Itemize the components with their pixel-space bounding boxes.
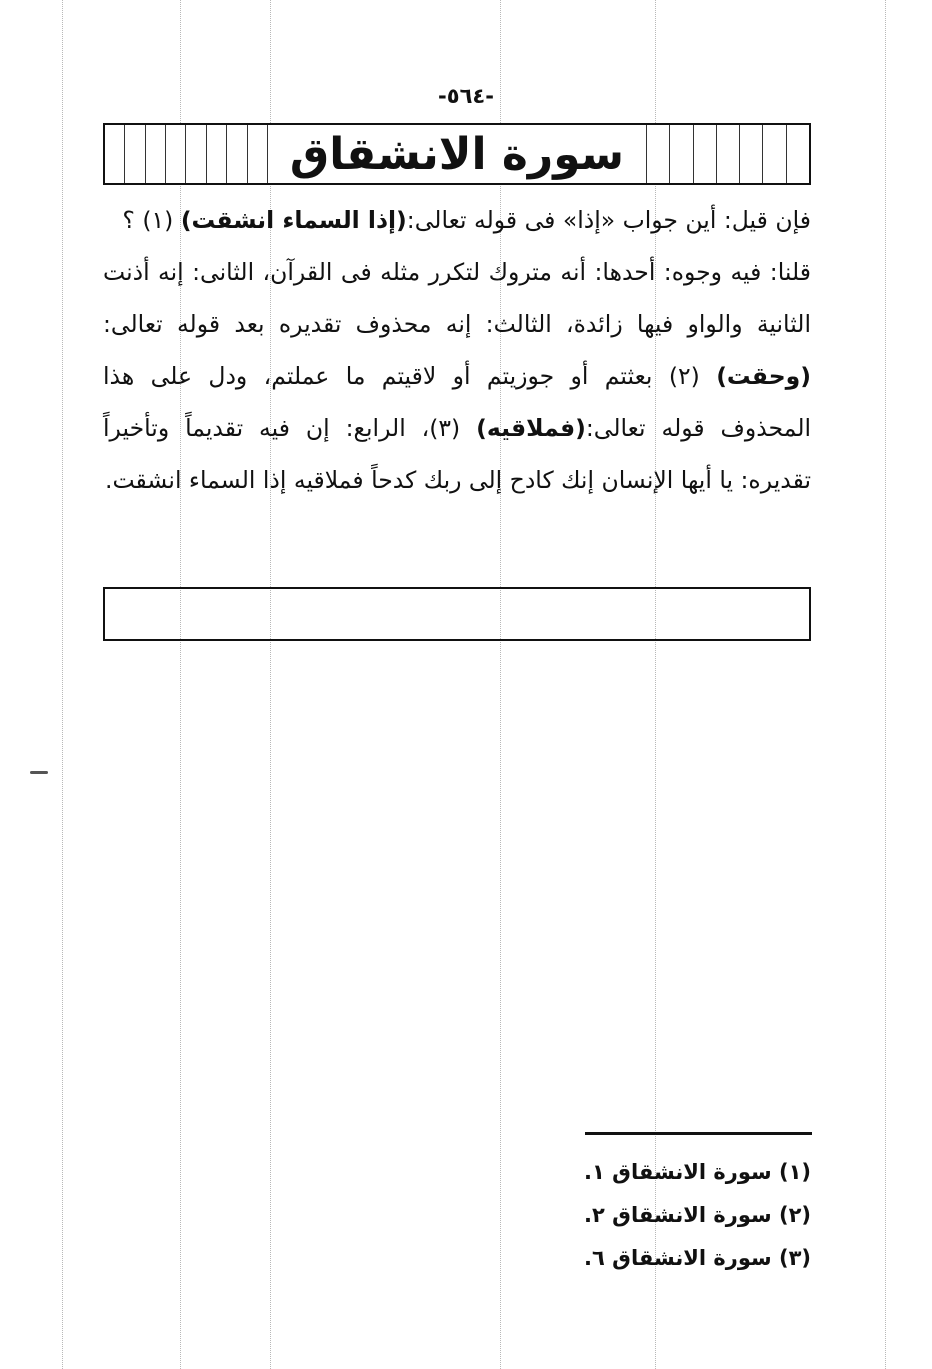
footnote-1: (١) سورة الانشقاق ١.	[584, 1160, 811, 1184]
page-number: -٥٦٤-	[438, 84, 494, 108]
banner-stripes-right	[647, 125, 809, 183]
surah-title: سورة الانشقاق	[267, 125, 647, 183]
footnote-2: (٢) سورة الانشقاق ٢.	[584, 1203, 811, 1227]
banner-stripes-left	[105, 125, 267, 183]
verse-reference: (١) ؟	[122, 206, 181, 234]
answer-part-1: قلنا: فيه وجوه: أحدها: أنه متروك لتكرر مثله فى القرآن، الثانى: إنه أذنت الثانية والواو فيها زائدة، الثالث: إنه محذوف تقديره بعد قوله تعالى:	[103, 258, 811, 338]
scan-line	[62, 0, 63, 1369]
scan-speck	[30, 771, 48, 774]
answer-part-2: بعثتم أو جوزيتم أو لاقيتم ما عملتم، ودل على هذا المحذوف قوله تعالى:	[103, 362, 812, 442]
question-intro: فإن قيل: أين جواب «إذا» فى قوله تعالى:	[406, 206, 811, 234]
footnotes	[411, 1151, 811, 1280]
scan-line	[885, 0, 886, 1369]
verse-quote: (وحقت)	[716, 362, 812, 390]
verse-reference: (٣)	[429, 414, 477, 442]
answer-paragraph	[103, 246, 811, 506]
main-text	[103, 194, 811, 506]
verse-quote: (إذا السماء انشقت)	[180, 206, 407, 234]
footnote-rule	[585, 1132, 812, 1135]
answer-part-3: ، الرابع: إن فيه تقديماً وتأخيراً تقديره: يا أيها الإنسان إنك كادح إلى ربك كدحاً فملاقيه إذا السماء انشقت.	[103, 414, 811, 494]
question-paragraph	[103, 194, 811, 246]
verse-reference: (٢)	[652, 362, 717, 390]
footnote-3: (٣) سورة الانشقاق ٦.	[584, 1246, 811, 1270]
section-divider-box	[103, 587, 811, 641]
surah-title-banner	[103, 123, 811, 185]
verse-quote: (فملاقيه)	[476, 414, 586, 442]
